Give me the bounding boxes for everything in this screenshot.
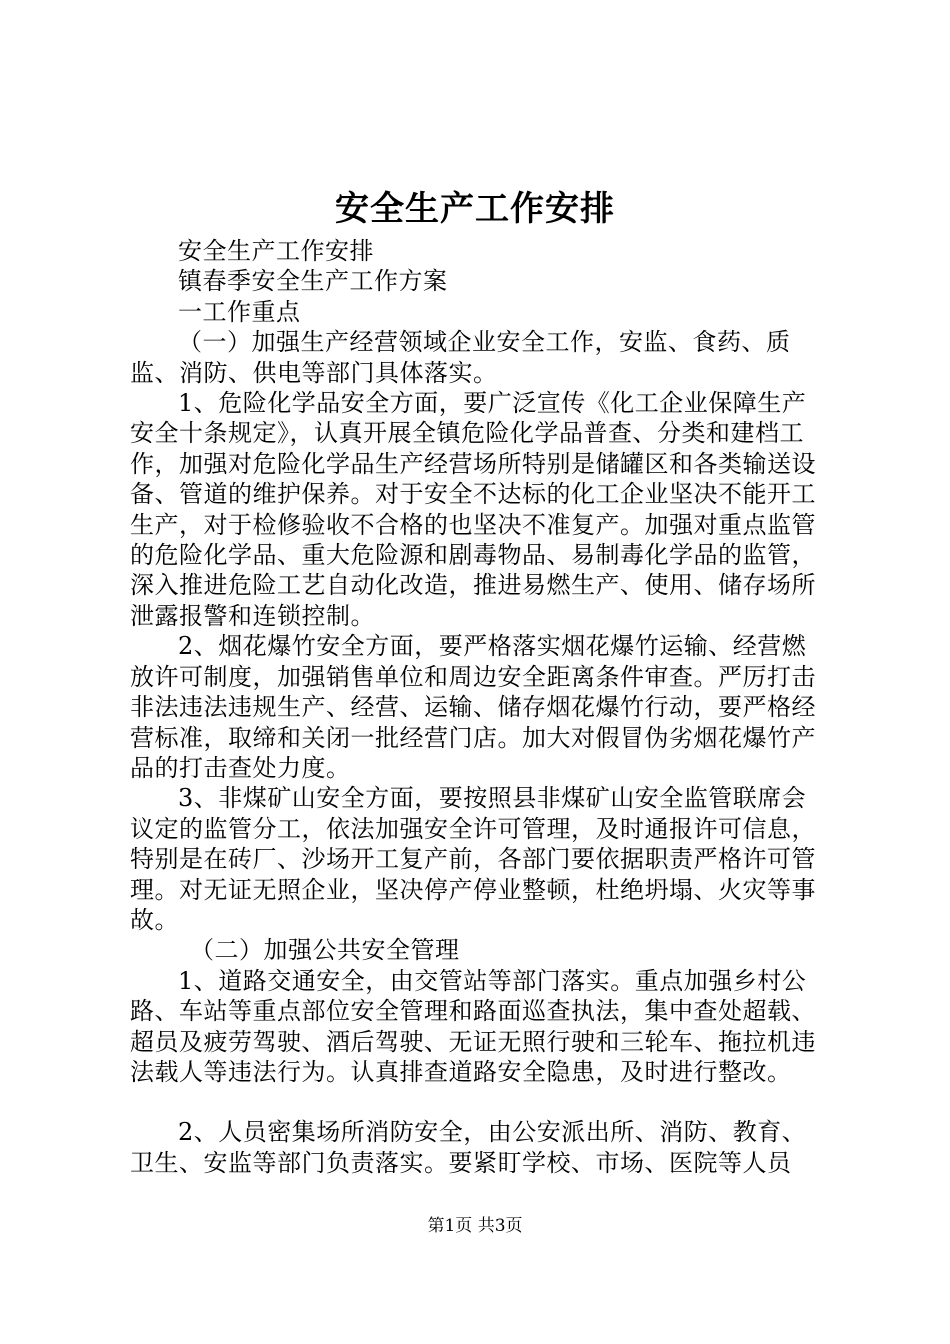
paragraph: 2、人员密集场所消防安全，由公安派出所、消防、教育、卫生、安监等部门负责落实。要紧盯学校、市场、医院等人员 [130,1118,807,1177]
paragraph: 镇春季安全生产工作方案 [178,267,448,296]
paragraph: （二）加强公共安全管理 [190,936,460,965]
document-title: 安全生产工作安排 [335,189,615,229]
paragraph: 2、烟花爆竹安全方面，要严格落实烟花爆竹运输、经营燃放许可制度，加强销售单位和周边安全距离条件审查。严厉打击非法违法违规生产、经营、运输、储存烟花爆竹行动，要严格经营标准，取缔和关闭一批经营门店。加大对假冒伪劣烟花爆竹产品的打击查处力度。 [130,632,816,782]
document-body [130,236,830,1178]
paragraph: 1、危险化学品安全方面，要广泛宣传《化工企业保障生产安全十条规定》，认真开展全镇危险化学品普查、分类和建档工作，加强对危险化学品生产经营场所特别是储罐区和各类输送设备、管道的维护保养。对于安全不达标的化工企业坚决不能开工生产，对于检修验收不合格的也坚决不准复产。加强对重点监管的危险化学品、重大危险源和剧毒物品、易制毒化学品的监管，深入推进危险工艺自动化改造，推进易燃生产、使用、储存场所泄露报警和连锁控制。 [130,389,816,630]
paragraph: 3、非煤矿山安全方面，要按照县非煤矿山安全监管联席会议定的监管分工，依法加强安全许可管理，及时通报许可信息，特别是在砖厂、沙场开工复产前，各部门要依据职责严格许可管理。对无证无照企业，坚决停产停业整顿，杜绝坍塌、火灾等事故。 [130,784,816,934]
paragraph: 1、道路交通安全，由交管站等部门落实。重点加强乡村公路、车站等重点部位安全管理和路面巡查执法，集中查处超载、超员及疲劳驾驶、酒后驾驶、无证无照行驶和三轮车、拖拉机违法载人等违法行为。认真排查道路安全隐患，及时进行整改。 [130,966,816,1086]
paragraph: 一工作重点 [178,297,301,326]
page-number: 第1页 共3页 [427,1216,523,1236]
paragraph: （一）加强生产经营领域企业安全工作，安监、食药、质监、消防、供电等部门具体落实。 [130,328,791,387]
paragraph: 安全生产工作安排 [178,237,374,265]
